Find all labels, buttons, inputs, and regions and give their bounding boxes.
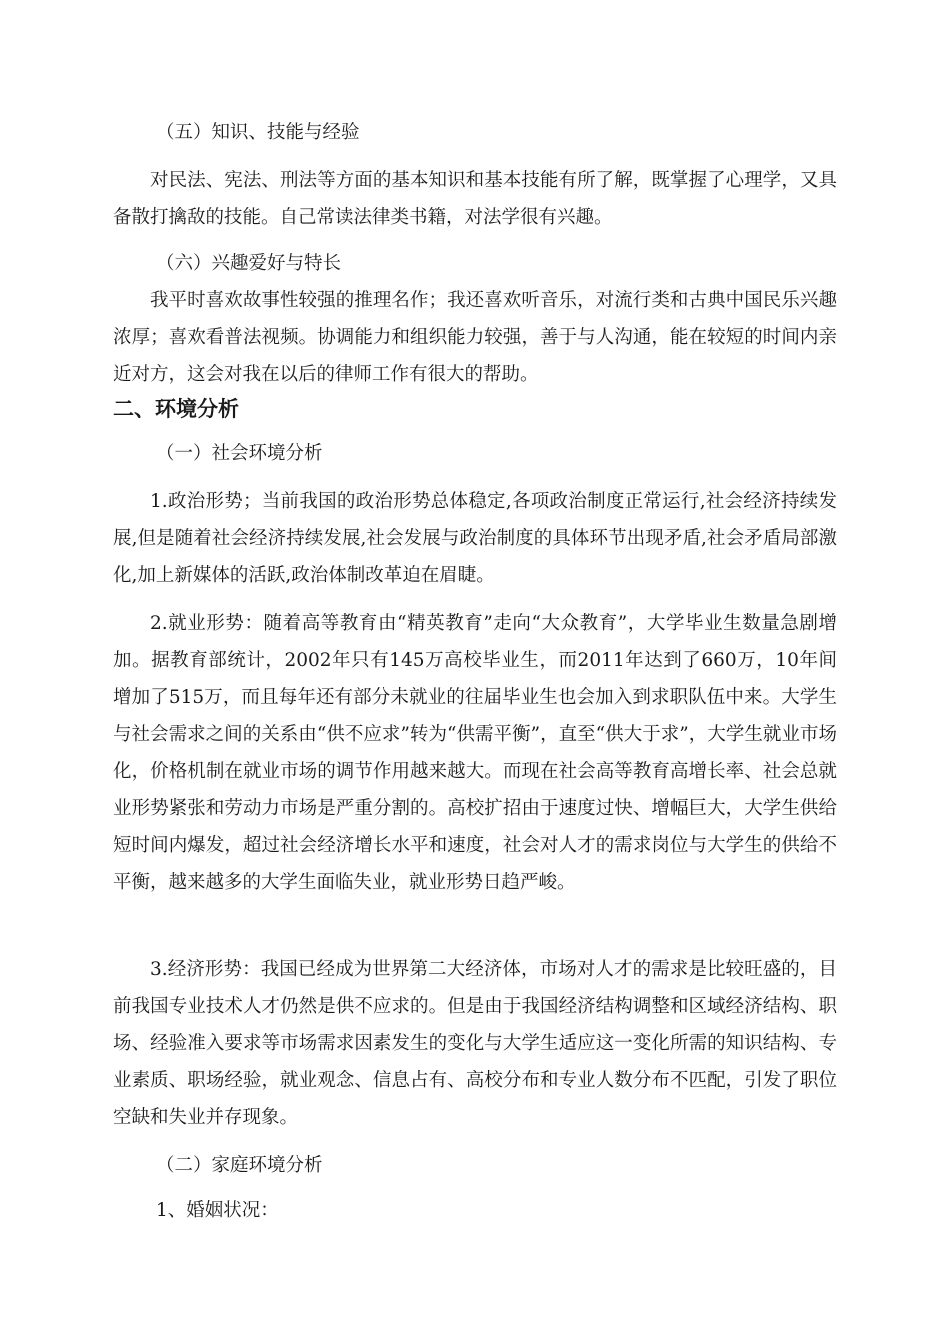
paragraph-hobbies: 我平时喜欢故事性较强的推理名作；我还喜欢听音乐，对流行类和古典中国民乐兴趣浓厚；喜欢看普法视频。协调能力和组织能力较强，善于与人沟通，能在较短的时间内亲近对方，这会对我在以后的律师工作有很大的帮助。 <box>113 290 837 385</box>
section-heading-knowledge: （五）知识、技能与经验 <box>156 122 360 143</box>
paragraph-politics: 1.政治形势；当前我国的政治形势总体稳定,各项政治制度正常运行,社会经济持续发展,但是随着社会经济持续发展,社会发展与政治制度的具体环节出现矛盾,社会矛盾局部激化,加上新媒体的活跃,政治体制改革迫在眉睫。 <box>113 491 837 586</box>
section-heading-family: （二）家庭环境分析 <box>156 1155 323 1176</box>
paragraph-employment: 2.就业形势：随着高等教育由“精英教育”走向“大众教育”，大学毕业生数量急剧增加。据教育部统计，2002年只有145万高校毕业生，而2011年达到了660万，10年间增加了515万，而且每年还有部分未就业的往届毕业生也会加入到求职队伍中来。大学生与社会需求之间的关系由“供不应求”转为“供需平衡”，直至“供大于求”，大学生就业市场化，价格机制在就业市场的调节作用越来越大。而现在社会高等教育高增长率、社会总就业形势紧张和劳动力市场是严重分割的。高校扩招由于速度过快、增幅巨大，大学生供给短时间内爆发，超过社会经济增长水平和速度，社会对人才的需求岗位与大学生的供给不平衡，越来越多的大学生面临失业，就业形势日趋严峻。 <box>113 613 837 893</box>
chapter-title-environment: 二、环境分析 <box>113 397 239 421</box>
section-heading-hobbies: （六）兴趣爱好与特长 <box>156 253 342 274</box>
paragraph-knowledge: 对民法、宪法、刑法等方面的基本知识和基本技能有所了解，既掌握了心理学，又具备散打擒敌的技能。自己常读法律类书籍，对法学很有兴趣。 <box>113 170 837 228</box>
section-heading-social: （一）社会环境分析 <box>156 443 323 464</box>
paragraph-economy: 3.经济形势：我国已经成为世界第二大经济体，市场对人才的需求是比较旺盛的，目前我国专业技术人才仍然是供不应求的。但是由于我国经济结构调整和区域经济结构、职场、经验准入要求等市场需求因素发生的变化与大学生适应这一变化所需的知识结构、专业素质、职场经验，就业观念、信息占有、高校分布和专业人数分布不匹配，引发了职位空缺和失业并存现象。 <box>113 959 837 1128</box>
item-marriage: 1、婚姻状况： <box>156 1200 279 1221</box>
